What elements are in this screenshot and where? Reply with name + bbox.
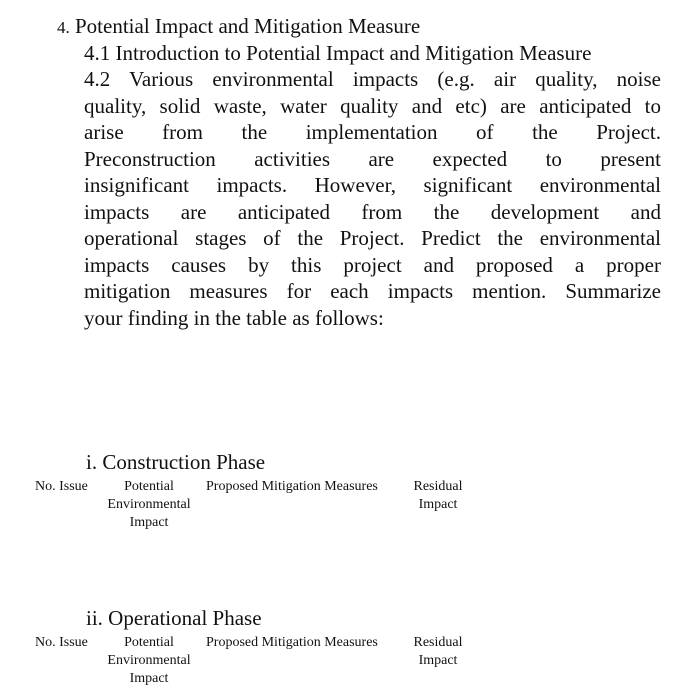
paragraph-line: impacts causes by this project and proposed a proper bbox=[84, 252, 661, 277]
paragraph-line: your finding in the table as follows: bbox=[84, 305, 384, 330]
paragraph-line: operational stages of the Project. Predict the environmental bbox=[84, 226, 661, 250]
column-header-no-issue: No. Issue bbox=[35, 635, 88, 650]
paragraph-line: insignificant impacts. However, significant environmental bbox=[84, 173, 661, 197]
paragraph-line: arise from the implementation of the Project. bbox=[84, 120, 661, 144]
column-header-residual-impact: Residual Impact bbox=[413, 479, 463, 512]
section-title: Potential Impact and Mitigation Measure bbox=[75, 14, 421, 38]
subsection-4-2-paragraph bbox=[84, 66, 661, 331]
section-number: 4. bbox=[57, 18, 70, 37]
column-header-no-issue: No. Issue bbox=[35, 479, 88, 494]
column-header-mitigation: Proposed Mitigation Measures bbox=[206, 479, 378, 494]
paragraph-line: impacts are anticipated from the development and bbox=[84, 199, 661, 224]
paragraph-line: Preconstruction activities are expected to present bbox=[84, 146, 661, 171]
paragraph-line: 4.2 Various environmental impacts (e.g. air quality, noise bbox=[84, 67, 661, 91]
column-header-potential-impact: Potential Environmental Impact bbox=[107, 635, 191, 686]
operational-phase-title: ii. Operational Phase bbox=[86, 606, 262, 630]
section-heading bbox=[57, 13, 420, 41]
column-header-residual-impact: Residual Impact bbox=[413, 635, 463, 668]
construction-phase-title: i. Construction Phase bbox=[86, 450, 266, 474]
column-header-mitigation: Proposed Mitigation Measures bbox=[206, 635, 378, 650]
subsection-4-1: 4.1 Introduction to Potential Impact and Mitigation Measure bbox=[84, 41, 592, 65]
paragraph-line: mitigation measures for each impacts mention. Summarize bbox=[84, 279, 661, 303]
paragraph-line: quality, solid waste, water quality and etc) are anticipated to bbox=[84, 93, 661, 118]
column-header-potential-impact: Potential Environmental Impact bbox=[107, 479, 191, 530]
